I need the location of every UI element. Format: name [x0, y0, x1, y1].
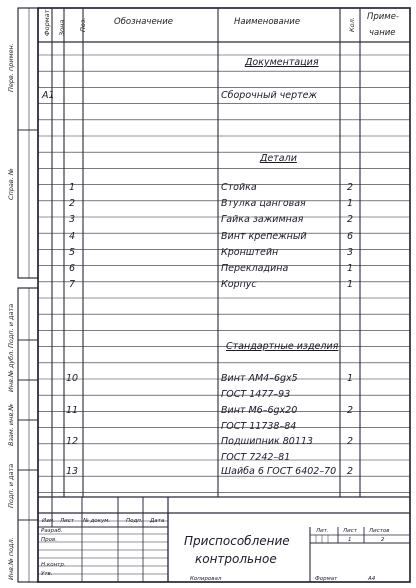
drawing-title-2: контрольное [195, 552, 277, 566]
standard-pos: 11 [66, 405, 79, 416]
detail-name: Корпус [221, 279, 257, 290]
section-documentation: Документация [245, 57, 319, 68]
header-format: Формат [43, 9, 51, 36]
tb-listov-val: 2 [381, 537, 385, 543]
tb-ndokum: № докум. [83, 518, 111, 524]
detail-pos: 3 [69, 214, 76, 225]
footer-kopiroval: Копировал [190, 576, 222, 582]
standard-pos: 10 [66, 373, 79, 384]
tb-list: Лист [60, 518, 74, 524]
tb-listov: Листов [369, 528, 390, 534]
detail-qty: 6 [347, 231, 354, 242]
footer-format: Формат [315, 576, 338, 582]
detail-pos: 5 [69, 247, 76, 258]
header-qty: Кол. [348, 17, 356, 32]
tb-list2: Лист [343, 528, 357, 534]
tb-data: Дата [150, 518, 165, 524]
header-designation: Обозначение [114, 17, 173, 27]
detail-name: Гайка зажимная [221, 214, 304, 225]
standard-gost: ГОСТ 1477–93 [221, 389, 291, 400]
footer-format-val: А4 [368, 576, 376, 582]
standard-qty: 2 [347, 436, 354, 447]
standard-qty: 2 [347, 405, 354, 416]
doc-format: А1 [42, 90, 55, 101]
standard-name: Подшипник 80113 [221, 436, 313, 447]
standard-pos: 13 [66, 466, 79, 477]
standard-qty: 2 [347, 466, 354, 477]
drawing-title-1: Приспособление [184, 534, 290, 548]
standard-name: Винт М6–6gх20 [221, 405, 298, 416]
section-standard: Стандартные изделия [226, 341, 339, 352]
detail-name: Винт крепежный [221, 231, 307, 242]
tb-utv: Утв. [41, 571, 53, 577]
detail-qty: 1 [347, 279, 354, 290]
standard-qty: 1 [347, 373, 354, 384]
side-inv-podl: Инв.№ подл. [7, 537, 15, 580]
detail-pos: 2 [69, 198, 76, 209]
tb-izm: Изм. [42, 518, 55, 524]
tb-list-val: 1 [348, 537, 352, 543]
detail-name: Кронштейн [221, 247, 279, 258]
side-perv-primen: Перв. примен. [7, 43, 15, 92]
side-sprav-no: Справ. № [7, 168, 15, 200]
detail-name: Втулка цанговая [221, 198, 306, 209]
standard-gost: ГОСТ 7242–81 [221, 452, 291, 463]
side-vzam-inv: Взам. инв.№ [7, 403, 15, 446]
standard-pos: 12 [66, 436, 79, 447]
tb-nkontr: Н.контр. [41, 562, 66, 568]
tb-razrab: Разраб. [41, 528, 63, 534]
tb-prov: Пров. [41, 537, 57, 543]
detail-qty: 2 [347, 182, 354, 193]
detail-name: Перекладина [221, 263, 289, 274]
detail-name: Стойка [221, 182, 257, 193]
side-inv-dubl: Инв.№ дубл. [7, 349, 15, 392]
detail-qty: 1 [347, 263, 354, 274]
detail-qty: 3 [347, 247, 354, 258]
header-note-1: Приме- [367, 12, 400, 22]
detail-pos: 7 [69, 279, 76, 290]
section-details: Детали [260, 153, 297, 164]
detail-pos: 1 [69, 182, 76, 193]
header-pos: Поз. [79, 17, 87, 32]
standard-name: Винт АМ4–6gх5 [221, 373, 298, 384]
tb-podp: Подп. [126, 518, 143, 524]
detail-pos: 4 [69, 231, 76, 242]
tb-lit: Лит. [316, 528, 329, 534]
header-zone: Зона [58, 19, 66, 36]
header-name: Наименование [234, 17, 301, 27]
detail-qty: 2 [347, 214, 354, 225]
doc-name: Сборочный чертеж [221, 90, 318, 101]
standard-name: Шайба 6 ГОСТ 6402–70 [221, 466, 337, 477]
detail-qty: 1 [347, 198, 354, 209]
header-note-2: чание [369, 28, 396, 38]
detail-pos: 6 [69, 263, 76, 274]
side-podp-data-1: Подп. и дата [7, 303, 15, 348]
standard-gost: ГОСТ 11738–84 [221, 421, 297, 432]
side-podp-data-2: Подп. и дата [7, 463, 15, 508]
